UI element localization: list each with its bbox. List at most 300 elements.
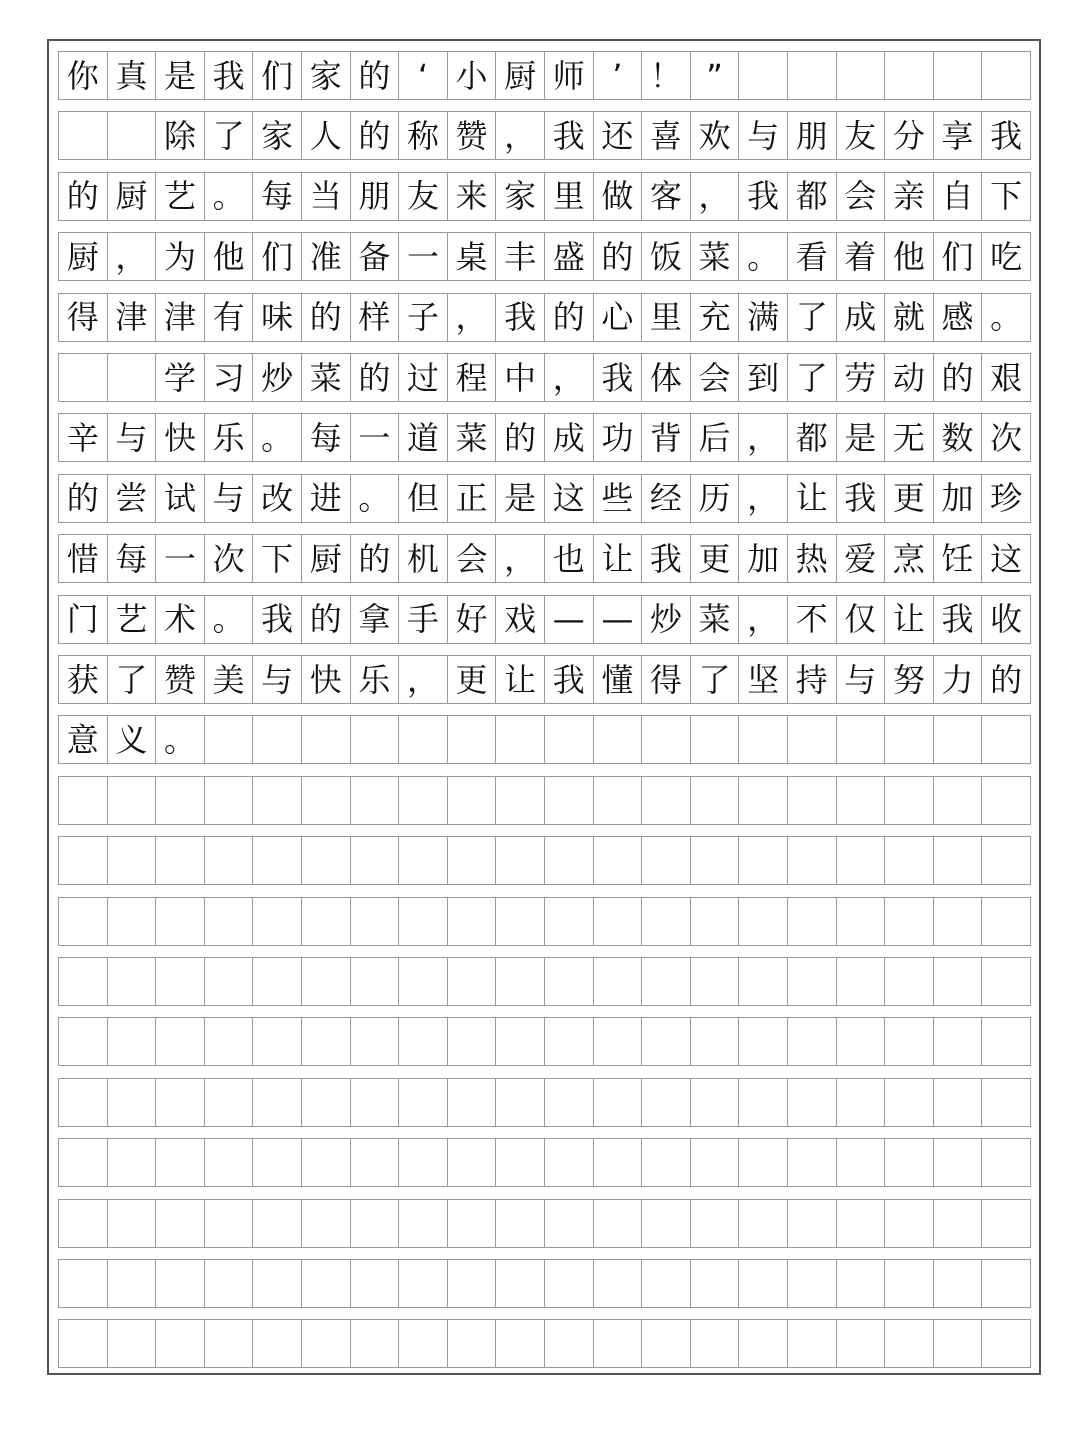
- grid-cell: [545, 898, 594, 945]
- grid-cell: [108, 837, 157, 884]
- grid-cell: [156, 898, 205, 945]
- grid-cell: 师: [545, 52, 594, 99]
- grid-cell: ，: [739, 414, 788, 461]
- grid-cell: 人: [302, 112, 351, 159]
- grid-cell: [788, 52, 837, 99]
- grid-cell: 让: [496, 656, 545, 703]
- grid-cell: [399, 898, 448, 945]
- grid-cell: [691, 1260, 740, 1307]
- grid-cell: 里: [545, 173, 594, 220]
- grid-cell: 次: [990, 418, 1023, 457]
- grid-cell: 。: [156, 716, 205, 763]
- grid-cell: 我: [642, 535, 691, 582]
- grid-cell: [59, 898, 108, 945]
- grid-cell: 拿: [351, 596, 400, 643]
- grid-cell: 菜: [302, 354, 351, 401]
- grid-cell: [399, 777, 448, 824]
- grid-cell: 收: [990, 600, 1023, 639]
- grid-cell: 手: [399, 596, 448, 643]
- grid-cell: 美: [205, 656, 254, 703]
- grid-cell: 。: [253, 414, 302, 461]
- grid-cell: 桌: [448, 233, 497, 280]
- grid-cell: [885, 716, 934, 763]
- grid-cell: [59, 354, 108, 401]
- grid-cell: 下: [253, 535, 302, 582]
- grid-cell: 都: [788, 414, 837, 461]
- grid-cell: 珍: [990, 479, 1023, 518]
- grid-cell: 让: [885, 596, 934, 643]
- grid-cell: 与: [205, 475, 254, 522]
- grid-cell: [837, 1139, 886, 1186]
- grid-cell: [545, 1260, 594, 1307]
- grid-cell: [691, 898, 740, 945]
- grid-cell: [982, 1079, 1030, 1126]
- grid-cell: [253, 777, 302, 824]
- grid-cell: [934, 1320, 983, 1367]
- grid-cell: [496, 1200, 545, 1247]
- grid-cell: 充: [691, 294, 740, 341]
- grid-cell: [351, 1079, 400, 1126]
- grid-cell: 一: [351, 414, 400, 461]
- grid-cell: [837, 1079, 886, 1126]
- grid-cell: 加: [934, 475, 983, 522]
- grid-cell: [982, 958, 1030, 1005]
- grid-cell: [399, 1018, 448, 1065]
- grid-cell: [496, 1018, 545, 1065]
- grid-cell: 艺: [156, 173, 205, 220]
- grid-cell: [399, 958, 448, 1005]
- grid-cell: 厨: [108, 173, 157, 220]
- grid-cell: 惜: [59, 535, 108, 582]
- grid-cell: 备: [351, 233, 400, 280]
- grid-cell: [108, 777, 157, 824]
- grid-cell: [934, 837, 983, 884]
- grid-cell: 他: [885, 233, 934, 280]
- grid-cell: [934, 1018, 983, 1065]
- grid-cell: [351, 958, 400, 1005]
- grid-cell: [885, 777, 934, 824]
- grid-cell: 自: [934, 173, 983, 220]
- grid-cell: [156, 1079, 205, 1126]
- grid-cell: [302, 837, 351, 884]
- grid-cell: 成: [837, 294, 886, 341]
- grid-cell: 有: [205, 294, 254, 341]
- grid-cell: 道: [399, 414, 448, 461]
- grid-cell: 的: [351, 535, 400, 582]
- grid-cell: [594, 1018, 643, 1065]
- grid-row: [58, 353, 1031, 402]
- grid-cell: [594, 1079, 643, 1126]
- grid-cell: 功: [594, 414, 643, 461]
- grid-cell: 样: [351, 294, 400, 341]
- grid-cell: ，: [739, 596, 788, 643]
- grid-cell: [788, 716, 837, 763]
- grid-cell: [642, 716, 691, 763]
- grid-cell: [399, 1320, 448, 1367]
- grid-row: [58, 534, 1031, 583]
- grid-cell: [253, 1260, 302, 1307]
- grid-cell: 赞: [448, 112, 497, 159]
- grid-cell: 与: [837, 656, 886, 703]
- grid-cell: [642, 958, 691, 1005]
- grid-cell: 与: [108, 414, 157, 461]
- grid-cell: [982, 777, 1030, 824]
- grid-cell: 感: [934, 294, 983, 341]
- grid-cell: 家: [302, 52, 351, 99]
- grid-cell: 吃: [990, 237, 1023, 276]
- grid-cell: 我: [990, 116, 1023, 155]
- grid-cell: 也: [545, 535, 594, 582]
- grid-cell: [982, 1200, 1030, 1247]
- grid-cell: 饭: [642, 233, 691, 280]
- grid-cell: [156, 1018, 205, 1065]
- grid-cell: [982, 52, 1030, 99]
- grid-row: [58, 232, 1031, 281]
- grid-cell: 盛: [545, 233, 594, 280]
- grid-cell: ‘: [399, 52, 448, 99]
- grid-cell: [545, 777, 594, 824]
- grid-cell: [837, 898, 886, 945]
- grid-cell: [59, 837, 108, 884]
- grid-cell: 我: [934, 596, 983, 643]
- grid-cell: 学: [156, 354, 205, 401]
- grid-cell: [108, 1079, 157, 1126]
- grid-row: [58, 1199, 1031, 1248]
- grid-cell: [399, 837, 448, 884]
- grid-cell: 享: [934, 112, 983, 159]
- grid-cell: [594, 1200, 643, 1247]
- grid-cell: [934, 1079, 983, 1126]
- grid-row: [58, 836, 1031, 885]
- grid-cell: [691, 1018, 740, 1065]
- grid-cell: 力: [934, 656, 983, 703]
- grid-cell: 快: [156, 414, 205, 461]
- grid-cell: 厨: [59, 233, 108, 280]
- grid-cell: [59, 1018, 108, 1065]
- grid-cell: [837, 1200, 886, 1247]
- grid-cell: [302, 1139, 351, 1186]
- grid-cell: 懂: [594, 656, 643, 703]
- grid-cell: [691, 958, 740, 1005]
- grid-cell: 们: [253, 233, 302, 280]
- grid-cell: 加: [739, 535, 788, 582]
- grid-cell: 津: [156, 294, 205, 341]
- grid-cell: 都: [788, 173, 837, 220]
- grid-cell: [448, 898, 497, 945]
- grid-cell: 烹: [885, 535, 934, 582]
- grid-cell: [837, 52, 886, 99]
- grid-cell: ’: [594, 52, 643, 99]
- grid-cell: 进: [302, 475, 351, 522]
- grid-cell: [691, 1200, 740, 1247]
- grid-cell: 丰: [496, 233, 545, 280]
- grid-cell: [934, 958, 983, 1005]
- grid-cell: [642, 1018, 691, 1065]
- grid-cell: 这: [990, 539, 1023, 578]
- grid-cell: [351, 1200, 400, 1247]
- grid-cell: 了: [788, 294, 837, 341]
- grid-cell: 味: [253, 294, 302, 341]
- grid-cell: [108, 1320, 157, 1367]
- grid-cell: 我: [739, 173, 788, 220]
- grid-cell: 了: [205, 112, 254, 159]
- grid-cell: [642, 1320, 691, 1367]
- grid-cell: 喜: [642, 112, 691, 159]
- grid-cell: [788, 1260, 837, 1307]
- grid-row: [58, 1078, 1031, 1127]
- grid-cell: [108, 1139, 157, 1186]
- grid-cell: 一: [156, 535, 205, 582]
- grid-cell: 艰: [990, 358, 1023, 397]
- grid-cell: 是: [837, 414, 886, 461]
- grid-cell: [448, 777, 497, 824]
- grid-cell: [739, 837, 788, 884]
- grid-cell: 努: [885, 656, 934, 703]
- grid-cell: [496, 958, 545, 1005]
- grid-cell: 习: [205, 354, 254, 401]
- grid-cell: [302, 958, 351, 1005]
- grid-row: [58, 413, 1031, 462]
- grid-cell: 的: [302, 294, 351, 341]
- grid-cell: [739, 898, 788, 945]
- grid-cell: [594, 958, 643, 1005]
- grid-cell: [59, 1320, 108, 1367]
- grid-cell: [545, 1139, 594, 1186]
- grid-cell: [788, 1200, 837, 1247]
- grid-cell: [448, 716, 497, 763]
- grid-cell: [351, 716, 400, 763]
- grid-cell: [788, 1139, 837, 1186]
- grid-cell: [59, 1139, 108, 1186]
- grid-cell: [594, 716, 643, 763]
- grid-cell: 坚: [739, 656, 788, 703]
- grid-cell: [982, 1139, 1030, 1186]
- grid-cell: [982, 1320, 1030, 1367]
- grid-cell: [205, 958, 254, 1005]
- grid-cell: [253, 898, 302, 945]
- grid-cell: 与: [253, 656, 302, 703]
- grid-cell: [788, 1320, 837, 1367]
- grid-row: [58, 51, 1031, 100]
- grid-cell: 中: [496, 354, 545, 401]
- grid-cell: [399, 1079, 448, 1126]
- grid-cell: 就: [885, 294, 934, 341]
- grid-cell: ，: [496, 112, 545, 159]
- grid-cell: 了: [108, 656, 157, 703]
- grid-cell: [885, 1320, 934, 1367]
- grid-cell: 朋: [788, 112, 837, 159]
- grid-cell: 了: [788, 354, 837, 401]
- grid-cell: 到: [739, 354, 788, 401]
- grid-cell: [351, 898, 400, 945]
- grid-cell: 除: [156, 112, 205, 159]
- grid-cell: 每: [108, 535, 157, 582]
- grid-cell: [642, 1139, 691, 1186]
- grid-cell: 的: [59, 173, 108, 220]
- grid-cell: [545, 1018, 594, 1065]
- grid-cell: [934, 1139, 983, 1186]
- grid-cell: 爱: [837, 535, 886, 582]
- grid-cell: [788, 777, 837, 824]
- grid-cell: 乐: [205, 414, 254, 461]
- grid-cell: 得: [59, 294, 108, 341]
- grid-cell: 津: [108, 294, 157, 341]
- grid-cell: 炒: [253, 354, 302, 401]
- grid-cell: [837, 777, 886, 824]
- grid-cell: 真: [108, 52, 157, 99]
- grid-cell: 每: [253, 173, 302, 220]
- grid-cell: [982, 716, 1030, 763]
- grid-cell: [739, 1018, 788, 1065]
- grid-cell: [302, 1200, 351, 1247]
- grid-cell: 的: [59, 475, 108, 522]
- grid-cell: [739, 716, 788, 763]
- grid-cell: [399, 716, 448, 763]
- grid-cell: 术: [156, 596, 205, 643]
- grid-cell: 门: [59, 596, 108, 643]
- grid-cell: [108, 1200, 157, 1247]
- grid-cell: [496, 1320, 545, 1367]
- grid-cell: [934, 1260, 983, 1307]
- grid-cell: [205, 898, 254, 945]
- grid-cell: 你: [59, 52, 108, 99]
- grid-cell: [594, 1139, 643, 1186]
- grid-cell: [205, 1079, 254, 1126]
- grid-cell: 我: [837, 475, 886, 522]
- grid-cell: [302, 716, 351, 763]
- grid-cell: [399, 1200, 448, 1247]
- grid-cell: 客: [642, 173, 691, 220]
- grid-cell: [351, 777, 400, 824]
- grid-cell: [982, 837, 1030, 884]
- grid-cell: [496, 777, 545, 824]
- grid-cell: [156, 1320, 205, 1367]
- grid-cell: [982, 898, 1030, 945]
- grid-cell: [253, 1139, 302, 1186]
- grid-cell: [302, 1018, 351, 1065]
- grid-cell: 。: [205, 596, 254, 643]
- grid-cell: [691, 1139, 740, 1186]
- grid-cell: 家: [496, 173, 545, 220]
- grid-cell: 的: [545, 294, 594, 341]
- grid-cell: [691, 716, 740, 763]
- grid-cell: ，: [496, 535, 545, 582]
- grid-cell: 意: [59, 716, 108, 763]
- grid-cell: [739, 1200, 788, 1247]
- grid-cell: 无: [885, 414, 934, 461]
- grid-row: [58, 1138, 1031, 1187]
- grid-cell: 饪: [934, 535, 983, 582]
- grid-cell: ，: [545, 354, 594, 401]
- grid-cell: [885, 1139, 934, 1186]
- grid-cell: [594, 898, 643, 945]
- grid-cell: [739, 1139, 788, 1186]
- grid-cell: 成: [545, 414, 594, 461]
- grid-row: [58, 111, 1031, 160]
- grid-cell: 好: [448, 596, 497, 643]
- grid-cell: 与: [739, 112, 788, 159]
- grid-cell: [982, 1018, 1030, 1065]
- grid-cell: [253, 1079, 302, 1126]
- grid-cell: [691, 1320, 740, 1367]
- grid-cell: [59, 1079, 108, 1126]
- grid-cell: 辛: [59, 414, 108, 461]
- grid-cell: 后: [691, 414, 740, 461]
- grid-cell: 我: [594, 354, 643, 401]
- grid-cell: —: [594, 596, 643, 643]
- grid-cell: 的: [351, 354, 400, 401]
- grid-cell: 机: [399, 535, 448, 582]
- grid-cell: 我: [545, 656, 594, 703]
- grid-cell: [837, 1018, 886, 1065]
- grid-cell: [59, 1260, 108, 1307]
- grid-cell: 体: [642, 354, 691, 401]
- grid-cell: [59, 1200, 108, 1247]
- grid-cell: [59, 777, 108, 824]
- grid-row: [58, 957, 1031, 1006]
- grid-cell: 的: [990, 660, 1023, 699]
- grid-cell: [108, 1260, 157, 1307]
- grid-cell: 看: [788, 233, 837, 280]
- grid-cell: [108, 898, 157, 945]
- grid-cell: 得: [642, 656, 691, 703]
- grid-cell: 家: [253, 112, 302, 159]
- grid-cell: [885, 1079, 934, 1126]
- grid-cell: [448, 1200, 497, 1247]
- grid-cell: [399, 1260, 448, 1307]
- grid-cell: 小: [448, 52, 497, 99]
- grid-cell: 当: [302, 173, 351, 220]
- grid-cell: 厨: [496, 52, 545, 99]
- grid-cell: 。: [990, 298, 1023, 337]
- grid-cell: 每: [302, 414, 351, 461]
- grid-cell: 满: [739, 294, 788, 341]
- grid-cell: 做: [594, 173, 643, 220]
- grid-row: [58, 172, 1031, 221]
- grid-cell: [934, 716, 983, 763]
- grid-cell: 我: [205, 52, 254, 99]
- grid-cell: [351, 1018, 400, 1065]
- grid-cell: [448, 1320, 497, 1367]
- grid-row: [58, 474, 1031, 523]
- grid-cell: 数: [934, 414, 983, 461]
- grid-cell: 一: [399, 233, 448, 280]
- grid-cell: 欢: [691, 112, 740, 159]
- grid-cell: [205, 716, 254, 763]
- grid-cell: 获: [59, 656, 108, 703]
- grid-cell: 的: [934, 354, 983, 401]
- grid-cell: [885, 837, 934, 884]
- grid-cell: [59, 112, 108, 159]
- grid-cell: [642, 898, 691, 945]
- grid-cell: ，: [399, 656, 448, 703]
- grid-row: [58, 1017, 1031, 1066]
- grid-cell: 尝: [108, 475, 157, 522]
- grid-cell: [351, 1320, 400, 1367]
- grid-cell: [448, 1260, 497, 1307]
- grid-cell: [545, 837, 594, 884]
- grid-cell: [448, 1018, 497, 1065]
- grid-cell: [59, 958, 108, 1005]
- grid-cell: 更: [691, 535, 740, 582]
- grid-cell: 菜: [691, 233, 740, 280]
- grid-cell: ，: [448, 294, 497, 341]
- grid-cell: [594, 1260, 643, 1307]
- grid-cell: [496, 716, 545, 763]
- grid-cell: [205, 1139, 254, 1186]
- grid-cell: ，: [691, 173, 740, 220]
- grid-cell: 着: [837, 233, 886, 280]
